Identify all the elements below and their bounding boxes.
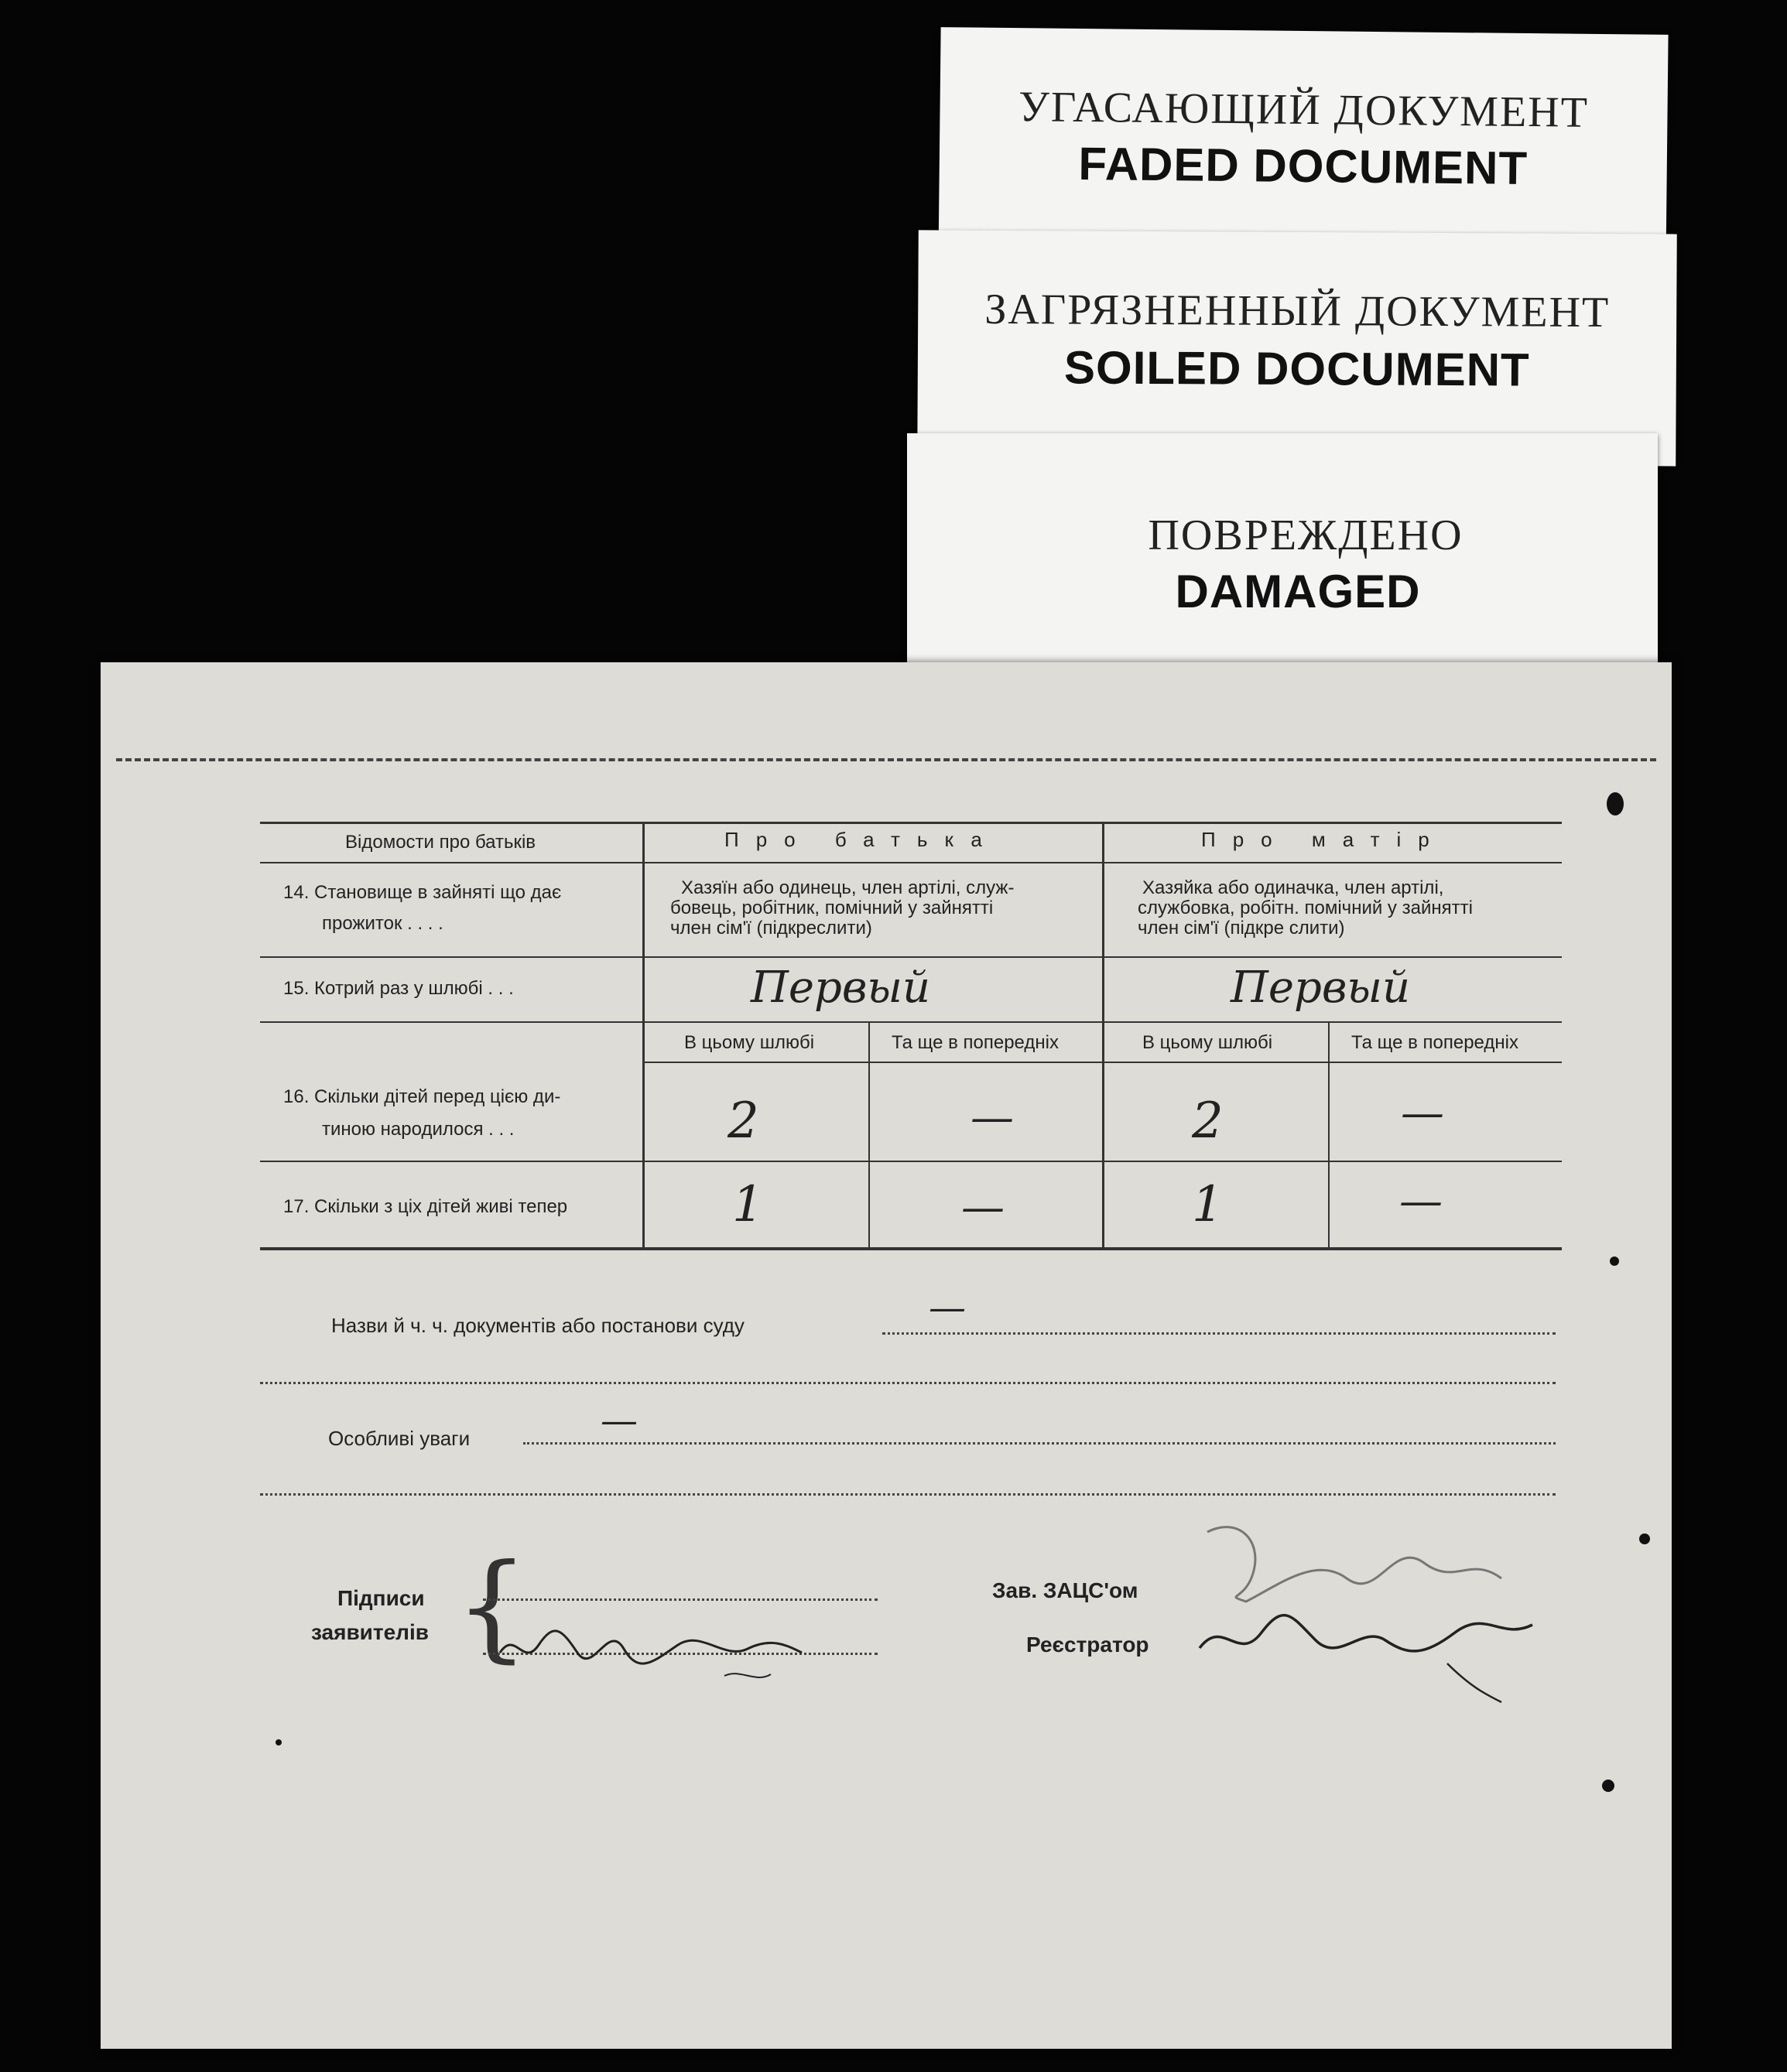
col-divider-father-sub (868, 1021, 870, 1249)
registrar-label: Реєстратор (1026, 1633, 1149, 1657)
row14-label-line2: прожиток . . . . (322, 913, 443, 934)
row14-mother-line3: член сім'ї (підкре слити) (1138, 918, 1345, 939)
row16-father-prev: — (971, 1092, 1014, 1143)
col-divider-mother-sub (1328, 1021, 1330, 1249)
subheader-father-this: В цьому шлюбі (684, 1032, 815, 1053)
row16-father-this: 2 (727, 1092, 759, 1150)
header-parents-info: Відомости про батьків (345, 832, 536, 853)
faded-label-ru: УГАСАЮЩИЙ ДОКУМЕНТ (1018, 83, 1590, 137)
header-divider (260, 862, 1562, 863)
paper-damage-mark (1610, 1257, 1619, 1266)
row17-mother-prev: — (1399, 1176, 1443, 1226)
signatures-label-line1: Підписи (337, 1586, 425, 1610)
signatures-label-line2: заявителів (311, 1620, 429, 1644)
head-label: Зав. ЗАЦС'ом (992, 1578, 1138, 1602)
paper-damage-mark (276, 1739, 282, 1745)
damaged-document-label (907, 433, 1658, 681)
paper-damage-mark (1602, 1780, 1614, 1792)
row17-father-this: 1 (732, 1176, 764, 1233)
table-top-border (260, 822, 1562, 824)
row16-label-line1: 16. Скільки дітей перед цією ди- (283, 1086, 561, 1107)
row14-mother-line1: Хазяйка або одиначка, член артілі, (1142, 877, 1444, 898)
row14-father-line2: бовець, робітник, помічний у зайнятті (670, 898, 994, 918)
row15-divider (260, 1021, 1562, 1023)
row17-father-prev: — (961, 1182, 1005, 1233)
col-divider-2 (1102, 822, 1104, 1249)
documents-label: Назви й ч. ч. документів або постанови суду (331, 1314, 745, 1337)
official-signatures (1192, 1509, 1548, 1710)
subheader-father-prev: Та ще в попередніх (892, 1032, 1059, 1053)
header-about-mother: Про матір (1201, 828, 1446, 851)
damaged-label-ru: ПОВРЕЖДЕНО (1148, 511, 1463, 559)
perforation-line (116, 758, 1656, 761)
table-bottom-border (260, 1247, 1562, 1250)
signatures-brace: { (455, 1540, 529, 1674)
row16-divider (260, 1161, 1562, 1162)
signature-line-1 (483, 1598, 878, 1601)
subheader-mother-this: В цьому шлюбі (1142, 1032, 1273, 1053)
row14-label-line1: 14. Становище в зайняті що дає (283, 882, 562, 903)
form-sheet (101, 662, 1672, 2049)
paper-damage-mark (1639, 1533, 1650, 1544)
row14-divider (260, 956, 1562, 958)
subheader-mother-prev: Та ще в попередніх (1351, 1032, 1518, 1053)
row15-mother-value: Первый (1231, 962, 1411, 1013)
notes-label: Особливі уваги (328, 1427, 471, 1450)
col-divider-1 (642, 822, 645, 1249)
applicant-signature (492, 1614, 817, 1691)
row16-mother-prev: — (1401, 1088, 1444, 1138)
documents-dotted-line (882, 1332, 1556, 1335)
row16-mother-this: 2 (1192, 1092, 1224, 1150)
row14-father-line1: Хазяїн або одинець, член артілі, служ- (681, 877, 1015, 898)
paper-damage-mark (1607, 792, 1624, 815)
notes-value: — (601, 1399, 638, 1442)
row14-father-line3: член сім'ї (підкреслити) (670, 918, 872, 939)
row15-label: 15. Котрий раз у шлюбі . . . (283, 978, 514, 999)
row15-father-value: Первый (751, 962, 931, 1013)
documents-dotted-line-2 (260, 1382, 1556, 1384)
row16-label-line2: тиною народилося . . . (322, 1119, 515, 1140)
damaged-label-en: DAMAGED (1175, 566, 1421, 617)
row14-mother-line2: службовка, робітн. помічний у зайнятті (1138, 898, 1473, 918)
row17-mother-this: 1 (1192, 1176, 1224, 1233)
notes-dotted-line-2 (260, 1493, 1556, 1496)
soiled-document-label (917, 230, 1677, 466)
faded-label-en: FADED DOCUMENT (1078, 137, 1529, 195)
documents-value: — (929, 1286, 966, 1329)
soiled-label-ru: ЗАГРЯЗНЕННЫЙ ДОКУМЕНТ (984, 285, 1611, 337)
header-about-father: Про батька (724, 828, 999, 851)
row17-label: 17. Скільки з ціх дітей живі тепер (283, 1196, 568, 1217)
notes-dotted-line (523, 1442, 1556, 1445)
soiled-label-en: SOILED DOCUMENT (1063, 341, 1530, 396)
